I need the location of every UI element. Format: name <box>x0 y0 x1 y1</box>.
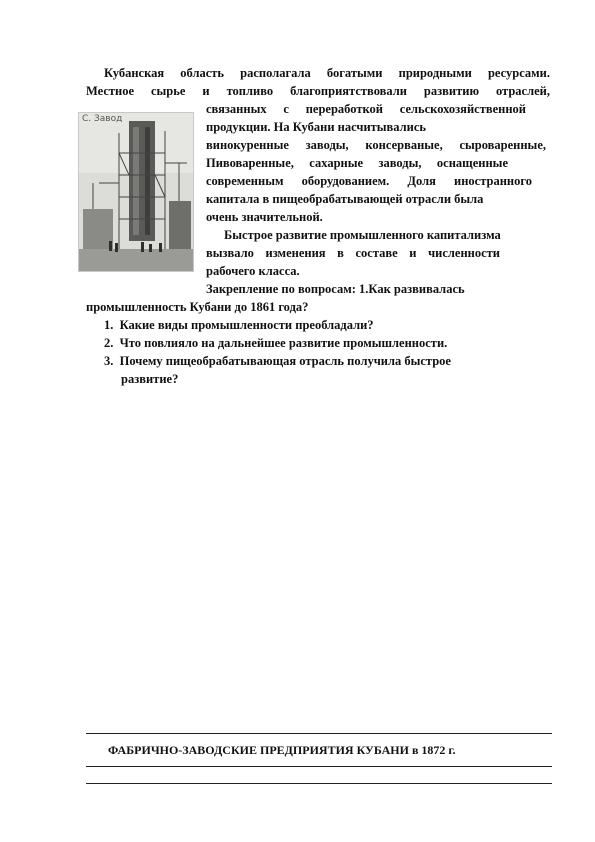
footer-middle-rule <box>86 766 552 767</box>
side-line-2: продукции. На Кубани насчитывались <box>206 120 427 134</box>
question-text: Какие виды промышленности преобладали? <box>119 318 374 332</box>
side-line-11: Закрепление по вопросам: 1.Как развивалась <box>206 282 465 296</box>
question-item-3 <box>104 354 451 369</box>
side-line-7: очень значительной. <box>206 210 323 224</box>
question-number: 1. <box>104 318 114 332</box>
side-line-5: современным оборудованием. Доля иностранного <box>206 174 532 188</box>
question-item-1 <box>104 318 374 333</box>
question-text: Что повлияло на дальнейшее развитие промышленности. <box>119 336 448 350</box>
factory-photo <box>78 112 194 272</box>
photo-caption: С. Завод <box>82 114 123 124</box>
question-number: 3. <box>104 354 114 368</box>
footer-top-rule <box>86 733 552 734</box>
side-line-1: связанных с переработкой сельскохозяйственной <box>206 102 526 116</box>
factory-illustration <box>79 113 193 271</box>
footer-bottom-rule <box>86 783 552 784</box>
question-number: 2. <box>104 336 114 350</box>
intro-line-2: Местное сырье и топливо благоприятствовали развитию отраслей, <box>86 84 550 98</box>
intro-line-1: Кубанская область располагала богатыми природными ресурсами. <box>104 66 550 80</box>
side-line-3: винокуренные заводы, консерваные, сыроваренные, <box>206 138 546 152</box>
question-3-continuation: развитие? <box>121 372 179 386</box>
question-text: Почему пищеобрабатывающая отрасль получила быстрое <box>119 354 451 368</box>
side-line-9: вызвало изменения в составе и численности <box>206 246 500 260</box>
side-line-6: капитала в пищеобрабатывающей отрасли была <box>206 192 484 206</box>
side-line-8: Быстрое развитие промышленного капитализма <box>224 228 501 242</box>
question-item-2 <box>104 336 447 351</box>
side-line-10: рабочего класса. <box>206 264 300 278</box>
question-line: промышленность Кубани до 1861 года? <box>86 300 309 314</box>
footer-title: ФАБРИЧНО-ЗАВОДСКИЕ ПРЕДПРИЯТИЯ КУБАНИ в 1872 г. <box>108 743 456 757</box>
side-line-4: Пивоваренные, сахарные заводы, оснащенные <box>206 156 508 170</box>
